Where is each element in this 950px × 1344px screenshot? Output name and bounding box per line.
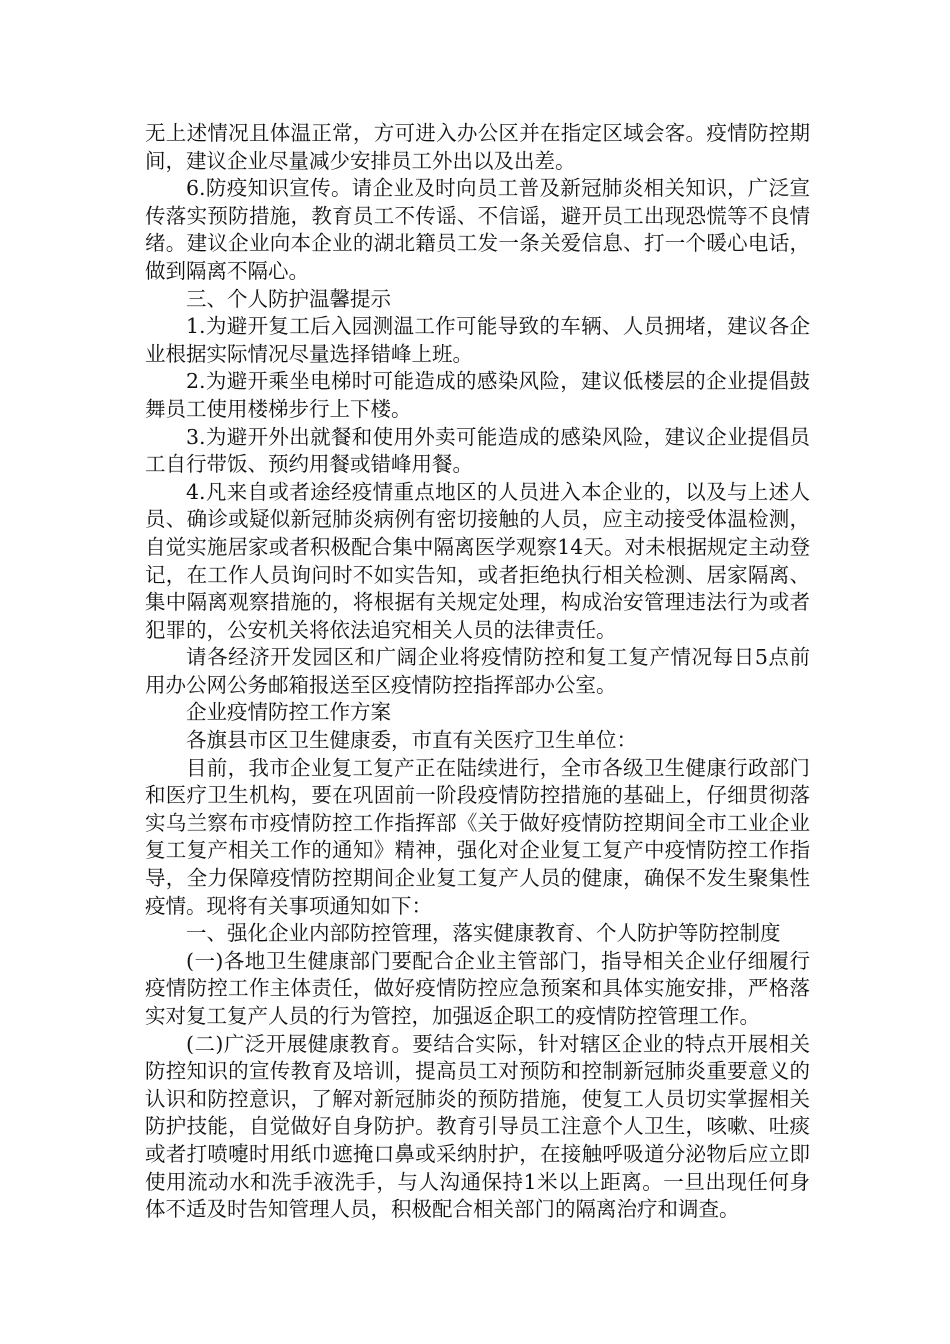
paragraph: 无上述情况且体温正常，方可进入办公区并在指定区域会客。疫情防控期间，建议企业尽量减少安排员工外出以及出差。	[145, 121, 810, 173]
paragraph: 6.防疫知识宣传。请企业及时向员工普及新冠肺炎相关知识，广泛宣传落实预防措施，教育员工不传谣、不信谣，避开员工出现恐慌等不良情绪。建议企业向本企业的湖北籍员工发一条关爱信息、打一个暖心电话，做到隔离不隔心。	[145, 176, 810, 283]
paragraph: 3.为避开外出就餐和使用外卖可能造成的感染风险，建议企业提倡员工自行带饭、预约用餐或错峰用餐。	[145, 424, 810, 477]
paragraph: 请各经济开发园区和广阔企业将疫情防控和复工复产情况每日5点前用办公网公务邮箱报送至区疫情防控指挥部办公室。	[145, 645, 810, 697]
paragraph: 2.为避开乘坐电梯时可能造成的感染风险，建议低楼层的企业提倡鼓舞员工使用楼梯步行上下楼。	[145, 369, 810, 421]
paragraph: 1.为避开复工后入园测温工作可能导致的车辆、人员拥堵，建议各企业根据实际情况尽量选择错峰上班。	[145, 314, 810, 366]
section-heading: 三、个人防护温馨提示	[186, 286, 391, 311]
addressee: 各旗县市区卫生健康委，市直有关医疗卫生单位：	[186, 728, 637, 753]
paragraph: 4.凡来自或者途经疫情重点地区的人员进入本企业的，以及与上述人员、确诊或疑似新冠肺炎病例有密切接触的人员，应主动接受体温检测，自觉实施居家或者积极配合集中隔离医学观察14天。对未根据规定主动登记，在工作人员询问时不如实告知，或者拒绝执行相关检测、居家隔离、集中隔离观察措施的，将根据有关规定处理，构成治安管理违法行为或者犯罪的，公安机关将依法追究相关人员的法律责任。	[145, 479, 810, 642]
paragraph: 目前，我市企业复工复产正在陆续进行，全市各级卫生健康行政部门和医疗卫生机构，要在巩固前一阶段疫情防控措施的基础上，仔细贯彻落实乌兰察布市疫情防控工作指挥部《关于做好疫情防控期间全市工业企业复工复产相关工作的通知》精神，强化对企业复工复产中疫情防控工作指导，全力保障疫情防控期间企业复工复产人员的健康，确保不发生聚集性疫情。现将有关事项通知如下：	[145, 755, 810, 918]
document-title: 企业疫情防控工作方案	[186, 700, 391, 725]
paragraph: (二)广泛开展健康教育。要结合实际，针对辖区企业的特点开展相关防控知识的宣传教育及培训，提高员工对预防和控制新冠肺炎重要意义的认识和防控意识，了解对新冠肺炎的预防措施，使复工人员切实掌握相关防护技能，自觉做好自身防护。教育引导员工注意个人卫生，咳嗽、吐痰或者打喷嚏时用纸巾遮掩口鼻或采纳肘护，在接触呼吸道分泌物后应立即使用流动水和洗手液洗手，与人沟通保持1米以上距离。一旦出现任何身体不适及时告知管理人员，积极配合相关部门的隔离治疗和调查。	[145, 1031, 810, 1222]
document-body	[145, 120, 810, 1224]
paragraph: (一)各地卫生健康部门要配合企业主管部门，指导相关企业仔细履行疫情防控工作主体责任，做好疫情防控应急预案和具体实施安排，严格落实对复工复产人员的行为管控，加强返企职工的疫情防控管理工作。	[145, 948, 810, 1028]
section-heading: 一、强化企业内部防控管理，落实健康教育、个人防护等防控制度	[186, 921, 781, 946]
